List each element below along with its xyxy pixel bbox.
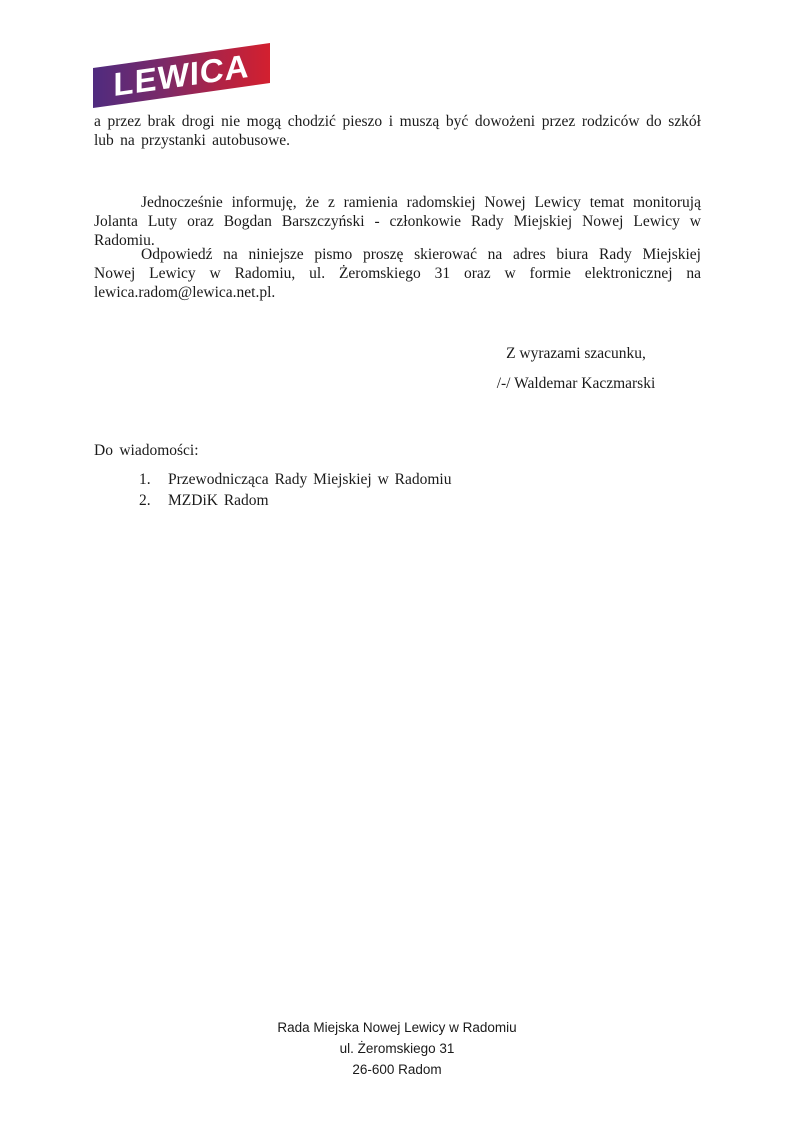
cc-item-text: MZDiK Radom [168,492,269,509]
footer-organization: Rada Miejska Nowej Lewicy w Radomiu [277,1020,517,1035]
footer-street: ul. Żeromskiego 31 [339,1041,455,1056]
cc-item-text: Przewodnicząca Rady Miejskiej w Radomiu [168,471,452,488]
paragraph-reply-address: Odpowiedź na niniejsze pismo proszę skierować na adres biura Rady Miejskiej Nowej Lewicy w Radomiu, ul. Żeromskiego 31 oraz w formie elektronicznej na lewica.radom@lewica.net.pl. [94,246,701,301]
letter-footer [0,1017,794,1080]
cc-item-number: 1. [139,471,151,488]
cc-item-number: 2. [139,492,151,509]
closing-salutation: Z wyrazami szacunku, [506,345,646,362]
closing-signature: /-/ Waldemar Kaczmarski [496,375,656,392]
cc-heading: Do wiadomości: [94,442,199,459]
cc-list-item [139,469,451,490]
cc-list [139,469,451,511]
closing-block [446,344,706,393]
paragraph-continuation: a przez brak drogi nie mogą chodzić pieszo i muszą być dowożeni przez rodziców do szkół lub na przystanki autobusowe. [94,113,701,149]
cc-list-item [139,490,451,511]
lewica-logo [93,43,270,108]
lewica-logo-wordmark: LEWICA [113,46,250,103]
paragraph-monitoring-info: Jednocześnie informuję, że z ramienia radomskiej Nowej Lewicy temat monitorują Jolanta Luty oraz Bogdan Barszczyński - członkowie Rady Miejskiej Nowej Lewicy w Radomiu. [94,194,701,249]
footer-city: 26-600 Radom [352,1062,442,1077]
